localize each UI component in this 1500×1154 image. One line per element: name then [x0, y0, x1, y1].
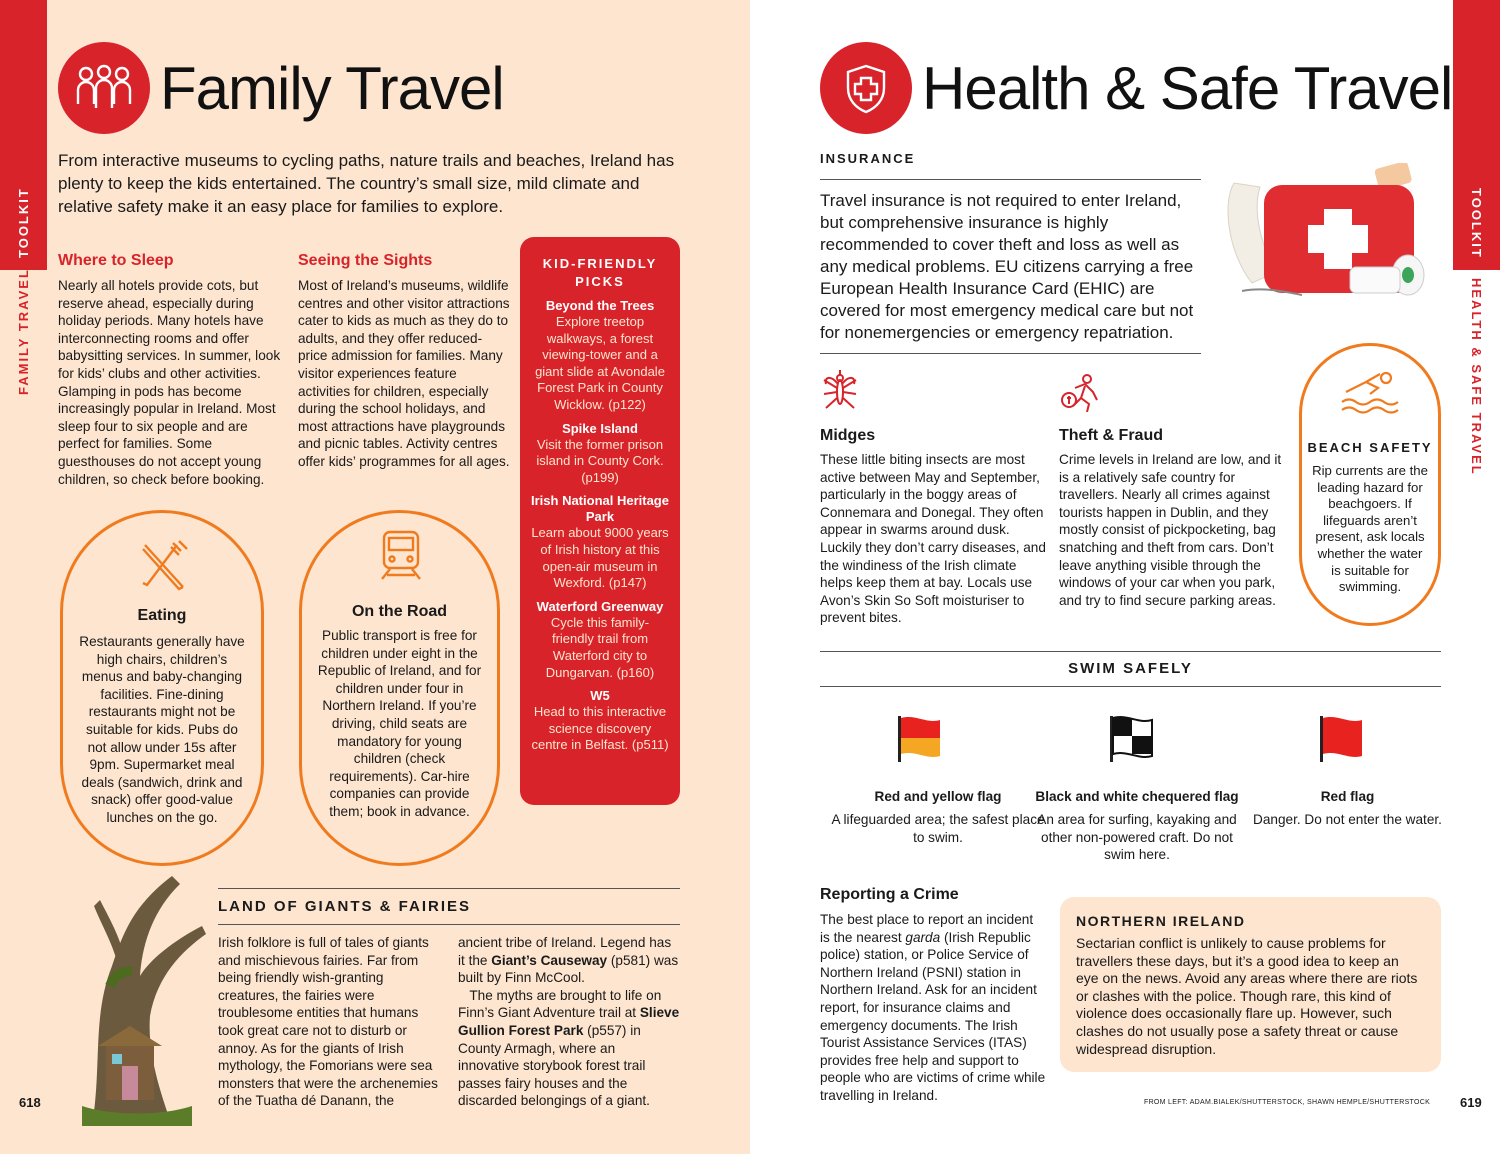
swim-top-rule — [820, 651, 1441, 652]
sidebar-section-label: HEALTH & SAFE TRAVEL — [1469, 278, 1484, 476]
sidebar-section-label: FAMILY TRAVEL — [16, 268, 31, 395]
kid-pick-text: Head to this interactive science discovery centre in Belfast. (p511) — [531, 704, 669, 753]
kid-pick-text: Cycle this family-friendly trail from Waterford city to Dungarvan. (p160) — [545, 614, 655, 680]
page-title: Family Travel — [160, 55, 504, 122]
midges-text: These little biting insects are most active between May and September, particularly in the boggy areas of Connemara and Donegal. They often appear in swarms around dusk. Luckily they don’t carry diseases, and the windiness of the Irish climate helps keep them at bay. Locals use Avon’s Skin So Soft moisturiser to prevent bites. — [820, 452, 1046, 626]
seeing-sights-text: Most of Ireland’s museums, wildlife centres and other visitor attractions cater to kids as much as they do to adults, and they offer reduced-price admission for families. Many visitor experiences feature activities for children, especially during the school holidays, and most attractions have playgrounds and picnic tables. Activity centres offer kids’ programmes for all ages. — [298, 278, 510, 469]
family-icon — [58, 42, 150, 134]
intro-text: From interactive museums to cycling paths, nature trails and beaches, Ireland has plenty to keep the kids entertained. The country’s small size, mild climate and relative safety make it an easy place for families to explore. — [58, 151, 675, 216]
theft-heading: Theft & Fraud — [1059, 427, 1163, 444]
theft-text: Crime levels in Ireland are low, and it is a relatively safe country for travellers. Nearly all crimes against tourists happen in Dublin, and they mostly consist of pickpocketing, bag snatching and theft from cars. Don’t leave anything visible through the windows of your car when you park, and try to find secure parking areas. — [1059, 452, 1282, 608]
flag-desc: A lifeguarded area; the safest place to swim. — [831, 812, 1045, 845]
seeing-sights-heading: Seeing the Sights — [298, 252, 433, 269]
first-aid-kit-image — [1212, 163, 1448, 318]
crime-text-run: The best place to report an incident is the nearest — [820, 912, 1034, 945]
train-icon — [378, 529, 424, 586]
red-flag-icon — [1318, 714, 1366, 769]
where-to-sleep-heading: Where to Sleep — [58, 252, 174, 269]
red-yellow-flag-icon — [896, 714, 944, 769]
slieve-gullion-bold: Slieve Gullion Forest Park — [458, 1005, 680, 1038]
kid-friendly-picks-box — [520, 237, 680, 805]
beach-safety-heading: BEACH SAFETY — [1307, 440, 1433, 455]
swim-safely-heading: SWIM SAFELY — [1068, 660, 1193, 677]
sidebar-toolkit-label: TOOLKIT — [1469, 188, 1484, 259]
medical-shield-icon — [820, 42, 912, 134]
insurance-bottom-rule — [820, 353, 1201, 354]
fairy-tree-image — [22, 866, 212, 1131]
kid-pick-title: Beyond the Trees — [545, 298, 655, 313]
giants-col1-text: Irish folklore is full of tales of giants and mischievous fairies. Far from being friendly wish-granting creatures, the fairies were troublesome entities that humans took great care not to disturb or annoy. As for the giants of Irish mythology, the Fomorians were sea monsters that were the archenemies of the Tuatha dé Danann, the — [218, 935, 438, 1109]
kid-pick-title: Waterford Greenway — [536, 598, 664, 614]
flag-label: Black and white chequered flag — [1035, 789, 1239, 804]
garda-italic: garda — [905, 929, 941, 945]
page-number: 619 — [1460, 1095, 1482, 1110]
giants-text-run: ancient tribe of Ireland. Legend has it the — [458, 935, 672, 968]
kid-pick-title: Irish National Heritage Park — [531, 493, 669, 525]
photo-credit: FROM LEFT: ADAM.BIALEK/SHUTTERSTOCK, SHAWN HEMPLE/SHUTTERSTOCK — [1144, 1099, 1431, 1106]
page-number: 618 — [19, 1095, 41, 1110]
giants-causeway-bold: Giant’s Causeway — [491, 952, 608, 968]
mosquito-icon — [820, 370, 860, 417]
kid-pick-text: Learn about 9000 years of Irish history at this open-air museum in Wexford. (p147) — [531, 525, 669, 591]
where-to-sleep-text: Nearly all hotels provide cots, but reserve ahead, especially during holiday periods. Many hotels have interconnecting rooms and offer babysitting services. In summer, look for kids’ clubs and other activities. Glamping in pods has become increasingly popular in Ireland. Most sleep four to six people and are perfect for families. Some guesthouses do not accept young children, so check before booking. — [58, 278, 281, 487]
crime-text-run: (Irish Republic police) station, or Police Service of Northern Ireland (PSNI) station in Northern Ireland. Ask for an incident report, for insurance claims and emergency documents. The Irish Tourist Assistance Services (ITAS) provides free help and support to people who are victims of crime while travelling in Ireland. — [820, 929, 1046, 1103]
swim-bottom-rule — [820, 686, 1441, 687]
eating-card — [60, 510, 264, 866]
kid-pick-text: Explore treetop walkways, a forest viewing-tower and a giant slide at Avondale Forest Park in County Wicklow. (p122) — [535, 314, 665, 412]
on-the-road-text: Public transport is free for children under eight in the Republic of Ireland, and for children under four in Northern Ireland. If you’re driving, child seats are mandatory for young children (check requirements). Car-hire companies can provide them; book in advance. — [317, 628, 482, 819]
fork-knife-icon — [137, 539, 191, 598]
reporting-crime-heading: Reporting a Crime — [820, 886, 959, 903]
giants-col2-text — [458, 934, 680, 1110]
right-sidebar — [1453, 0, 1500, 1154]
northern-ireland-box — [1060, 897, 1441, 1072]
eating-heading: Eating — [137, 607, 187, 624]
flag-desc: An area for surfing, kayaking and other non-powered craft. Do not swim here. — [1037, 812, 1237, 863]
flag-label: Red and yellow flag — [874, 789, 1002, 804]
midges-heading: Midges — [820, 427, 876, 444]
thief-money-icon — [1059, 372, 1101, 417]
reporting-crime-text — [820, 911, 1046, 1105]
kid-pick-title: W5 — [590, 688, 610, 704]
on-the-road-heading: On the Road — [351, 603, 448, 620]
insurance-heading: INSURANCE — [820, 151, 916, 166]
giants-top-rule — [218, 888, 680, 889]
flag-label: Red flag — [1320, 789, 1375, 804]
page-title: Health & Safe Travel — [922, 55, 1453, 122]
giants-heading: LAND OF GIANTS & FAIRIES — [218, 898, 472, 915]
eating-text: Restaurants generally have high chairs, children’s menus and baby-changing facilities. Fine-dining restaurants might not be suitable for kids. Pubs do not allow under 15s after 9pm. Supermarket meal deals (sandwich, drink and snack) offer good-value lunches on the go. — [79, 634, 245, 825]
northern-ireland-text: Sectarian conflict is unlikely to cause problems for travellers these days, but it’s a good idea to keep an eye on the news. Avoid any areas where there are riots or clashes with the police. Though rare, this kind of violence does occasionally flare up. However, such clashes do not usually pose a safety threat or cause widespread disruption. — [1076, 935, 1418, 1057]
kid-pick-title: Spike Island — [562, 420, 638, 436]
kid-picks-heading: KID-FRIENDLY PICKS — [542, 256, 658, 289]
swimmer-icon — [1340, 370, 1400, 419]
beach-safety-card — [1299, 343, 1441, 626]
giants-text-run: (p557) in County Armagh, where an innovative storybook forest trail passes fairy houses and the discarded belongings of a giant. — [458, 1022, 650, 1109]
flag-desc: Danger. Do not enter the water. — [1253, 812, 1442, 827]
giants-bottom-rule — [218, 924, 680, 925]
giants-text-run: The myths are brought to life on Finn’s Giant Adventure trail at — [458, 987, 662, 1021]
beach-safety-text: Rip currents are the leading hazard for beachgoers. If lifeguards aren’t present, ask locals whether the water is suitable for swimming. — [1312, 463, 1428, 595]
on-the-road-card — [299, 510, 500, 866]
kid-pick-text: Visit the former prison island in County Cork. (p199) — [536, 436, 664, 485]
insurance-top-rule — [820, 179, 1201, 180]
insurance-text: Travel insurance is not required to enter Ireland, but comprehensive insurance is highly recommended to cover theft and loss as well as any medical problems. EU citizens carrying a free European Health Insurance Card (EHIC) are covered for most emergency medical care but not for nonemergencies or emergency repatriation. — [820, 191, 1194, 342]
sidebar-toolkit-label: TOOLKIT — [16, 187, 31, 258]
northern-ireland-heading: NORTHERN IRELAND — [1076, 913, 1246, 929]
giants-text-run: (p581) was built by Finn McCool. — [458, 952, 679, 986]
chequered-flag-icon — [1108, 714, 1156, 769]
